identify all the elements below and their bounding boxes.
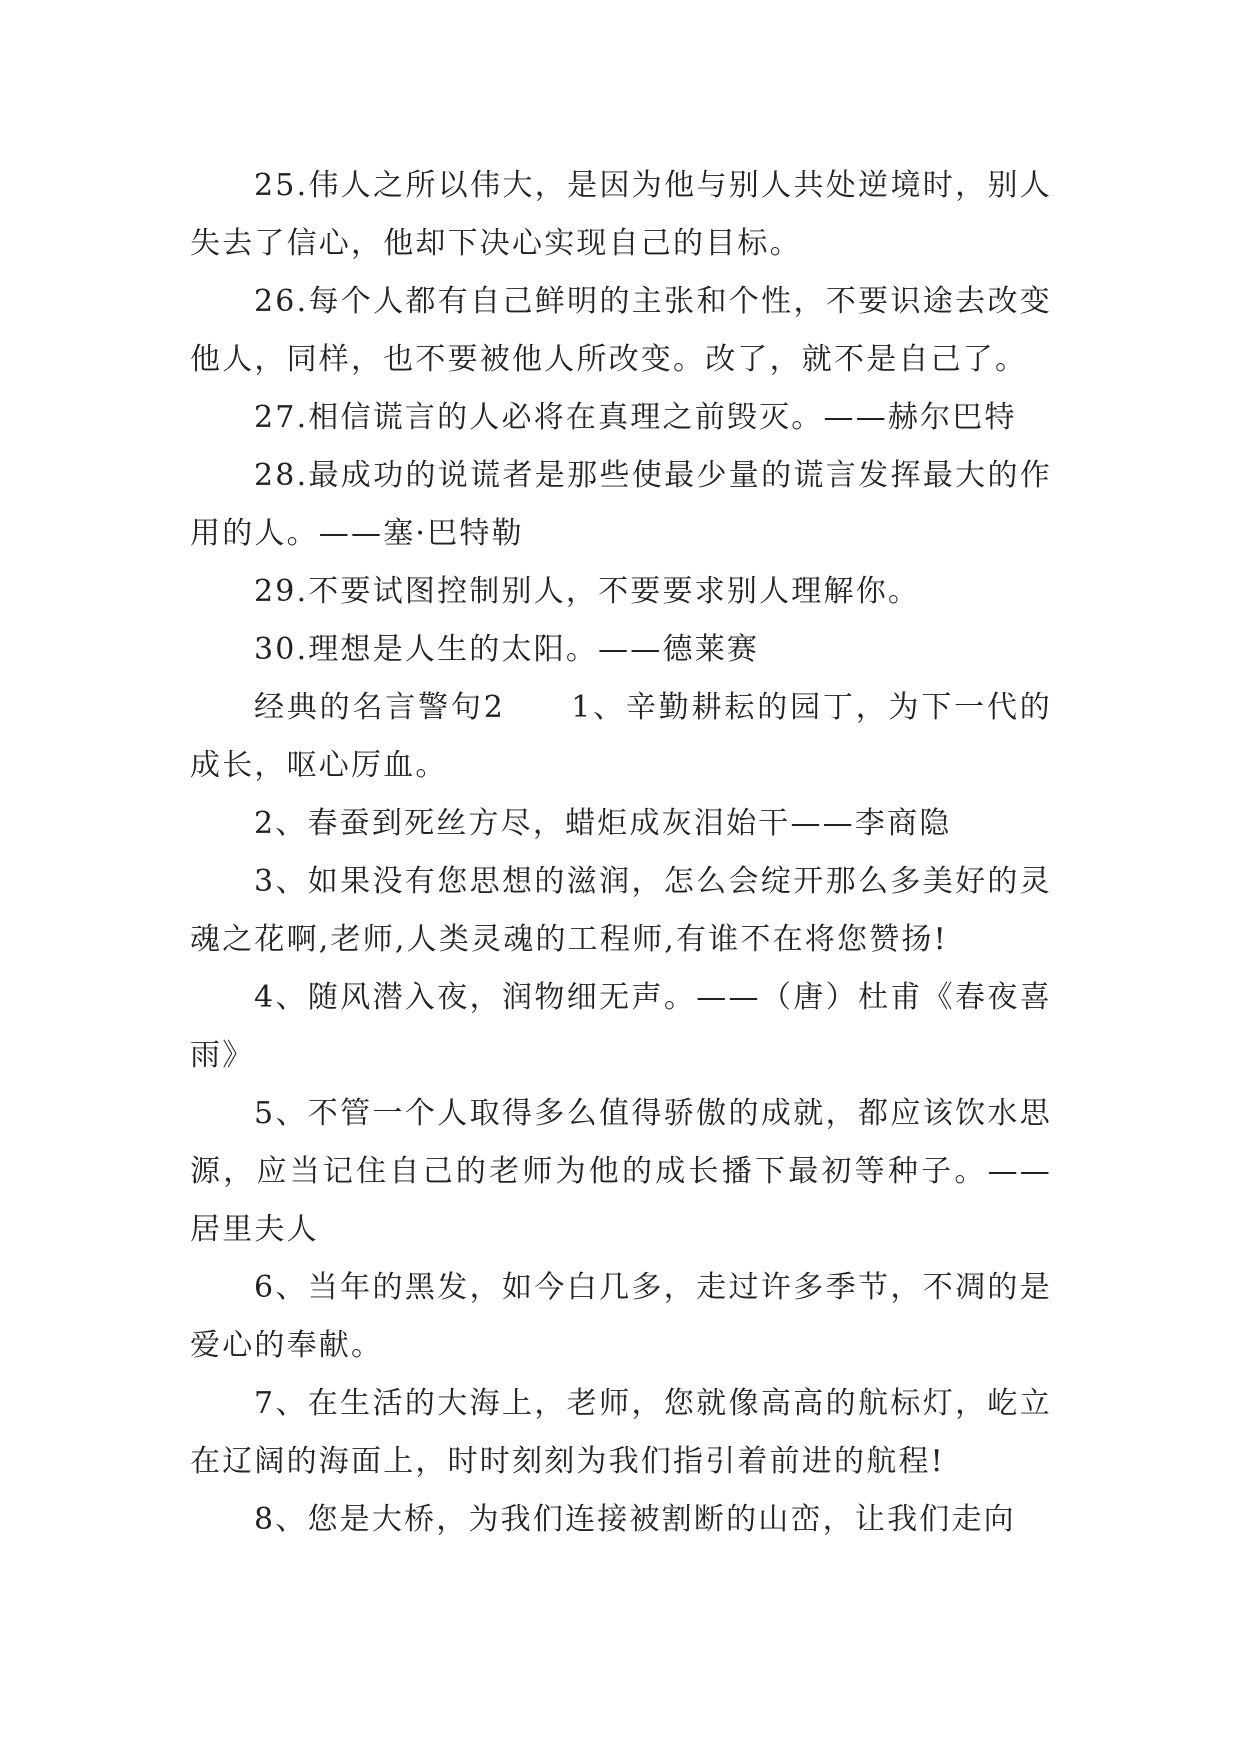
section-2-paragraph-7: 7、在生活的大海上，老师，您就像高高的航标灯，屹立在辽阔的海面上，时时刻刻为我们指引着前进的航程! bbox=[190, 1386, 1052, 1479]
section-2-paragraph-6: 6、当年的黑发，如今白几多，走过许多季节，不凋的是爱心的奉献。 bbox=[190, 1270, 1052, 1363]
paragraph-27: 27.相信谎言的人必将在真理之前毁灭。——赫尔巴特 bbox=[254, 400, 1017, 435]
paragraph-29: 29.不要试图控制别人，不要要求别人理解你。 bbox=[254, 574, 921, 609]
paragraph-26: 26.每个人都有自己鲜明的主张和个性，不要识途去改变他人，同样，也不要被他人所改变。改了，就不是自己了。 bbox=[190, 284, 1052, 377]
section-2-paragraph-3: 3、如果没有您思想的滋润，怎么会绽开那么多美好的灵魂之花啊,老师,人类灵魂的工程师,有谁不在将您赞扬! bbox=[190, 864, 1052, 957]
section-2-paragraph-1: 经典的名言警句2 1、辛勤耕耘的园丁，为下一代的成长，呕心厉血。 bbox=[190, 690, 1052, 783]
paragraph-30: 30.理想是人生的太阳。——德莱赛 bbox=[254, 632, 760, 667]
section-2-paragraph-8: 8、您是大桥，为我们连接被割断的山峦，让我们走向 bbox=[254, 1502, 1016, 1537]
paragraph-28: 28.最成功的说谎者是那些使最少量的谎言发挥最大的作用的人。——塞·巴特勒 bbox=[190, 458, 1052, 551]
section-2-paragraph-2: 2、春蚕到死丝方尽，蜡炬成灰泪始干——李商隐 bbox=[254, 806, 952, 841]
section-2-paragraph-4: 4、随风潜入夜，润物细无声。——（唐）杜甫《春夜喜雨》 bbox=[190, 980, 1052, 1073]
section-2-paragraph-5: 5、不管一个人取得多么值得骄傲的成就，都应该饮水思源，应当记住自己的老师为他的成长播下最初等种子。——居里夫人 bbox=[190, 1096, 1052, 1247]
paragraph-25: 25.伟人之所以伟大，是因为他与别人共处逆境时，别人失去了信心，他却下决心实现自己的目标。 bbox=[190, 168, 1052, 261]
document-body bbox=[190, 157, 1052, 1549]
